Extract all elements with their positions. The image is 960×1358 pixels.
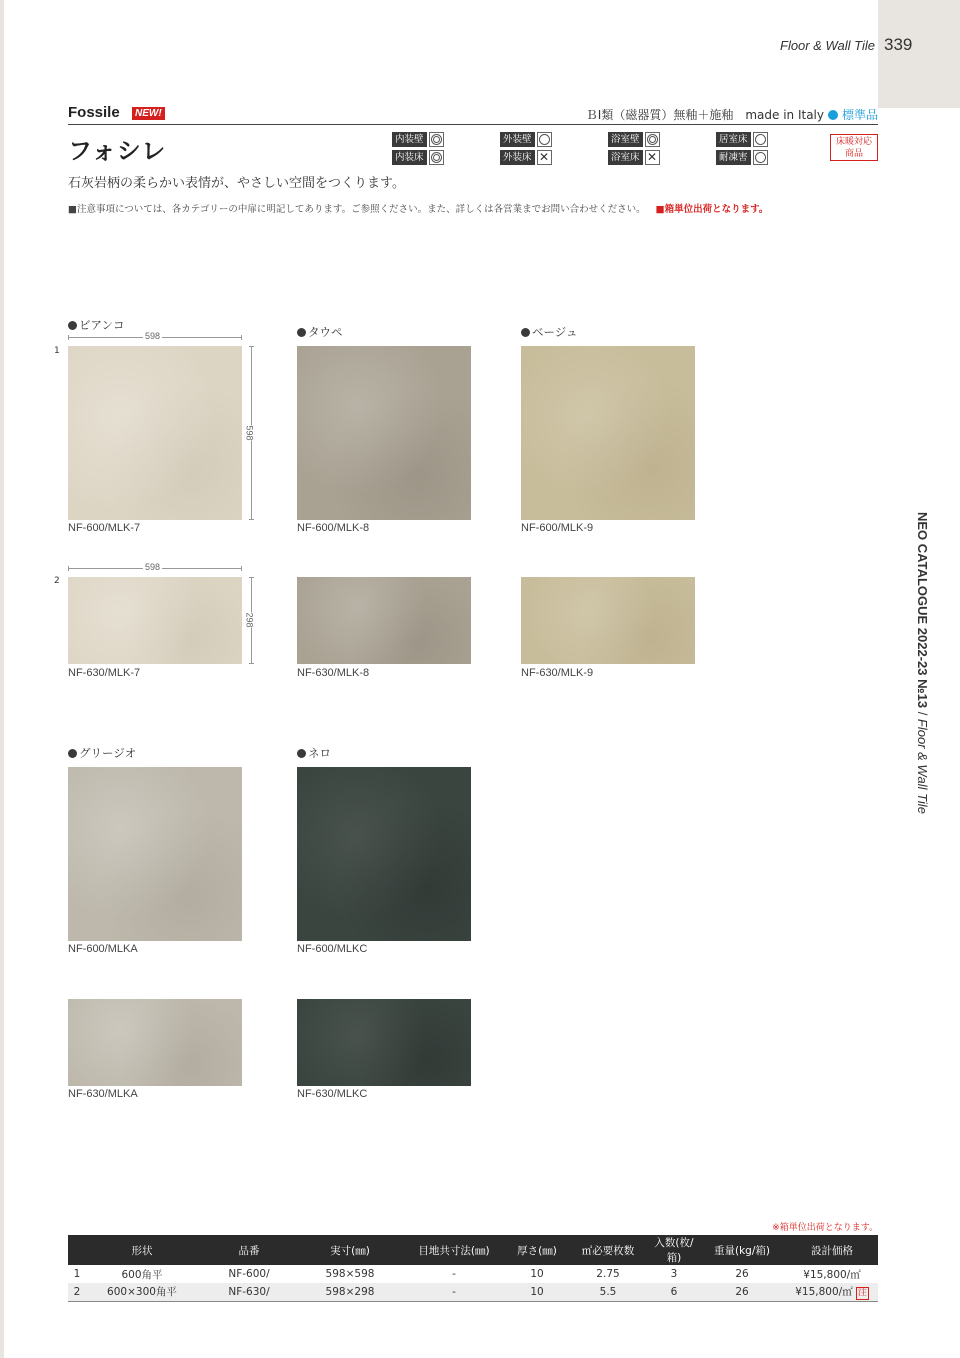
table-cell: 2.75 (596, 1268, 620, 1280)
usage-label: 浴室床 (608, 150, 643, 165)
table-cell: 6 (650, 1283, 698, 1301)
dim-tick (241, 335, 242, 340)
side-title-bold: NEO CATALOGUE 2022-23 №13 (915, 512, 930, 709)
color-name-taupe (297, 324, 343, 340)
tile-swatch-grigio-600 (68, 767, 242, 941)
color-label: ビアンコ (79, 318, 125, 332)
table-row (68, 1283, 878, 1301)
dim-tick (249, 519, 254, 520)
page-number: 339 (884, 35, 913, 54)
table-cell: 600角平 (121, 1268, 163, 1281)
usage-label: 内装壁 (392, 132, 427, 147)
spec-text: ＢⅠ類（磁器質）無釉＋施釉 made in Italy (585, 108, 824, 122)
table-cell: 26 (698, 1283, 786, 1301)
table-header: 入数(枚/箱) (650, 1235, 698, 1265)
product-code: NF-600/MLK-7 (68, 522, 141, 534)
usage-label: 外装床 (500, 150, 535, 165)
circle-icon (753, 150, 768, 165)
table-cell: ¥15,800/㎡ (803, 1268, 861, 1281)
product-code: NF-630/MLK-9 (521, 667, 594, 679)
usage-item (608, 131, 716, 147)
usage-item (716, 149, 824, 165)
table-header: 厚さ(㎜) (508, 1235, 566, 1265)
left-edge-strip (0, 0, 4, 1358)
product-code: NF-600/MLKC (297, 943, 368, 955)
row-number-1: 1 (54, 346, 60, 356)
tile-swatch-nero-630 (297, 999, 471, 1086)
header-divider (68, 124, 878, 125)
usage-item (500, 149, 608, 165)
tile-swatch-bianco-600 (68, 346, 242, 520)
product-code: NF-630/MLK-7 (68, 667, 141, 679)
dim-tick (249, 577, 254, 578)
color-name-beige (521, 324, 578, 340)
spec-table (68, 1235, 878, 1302)
table-header: ㎡必要枚数 (566, 1235, 650, 1265)
table-cell: 26 (735, 1268, 749, 1280)
floor-heating-line2: 商品 (844, 149, 863, 159)
usage-item (392, 131, 500, 147)
tile-swatch-beige-630 (521, 577, 695, 664)
dim-tick (249, 663, 254, 664)
bullet-icon (68, 321, 77, 330)
price-text: ¥15,800/㎡ (795, 1285, 853, 1298)
tile-swatch-nero-600 (297, 767, 471, 941)
notice-red: ■箱単位出荷となります。 (655, 204, 769, 215)
table-header (68, 1235, 86, 1265)
cross-icon: ✕ (645, 150, 660, 165)
color-label: グリージオ (79, 746, 137, 760)
usage-grid (392, 131, 824, 165)
usage-label: 居室床 (716, 132, 751, 147)
color-name-grigio (68, 745, 136, 761)
series-name-jp: フォシレ (68, 137, 167, 165)
notice-text: ■注意事項については、各カテゴリーの中扉に明記してあります。ご参照ください。また、詳しくは各営業までお問い合わせください。 (68, 204, 646, 215)
usage-label: 外装壁 (500, 132, 535, 147)
product-code: NF-600/MLKA (68, 943, 138, 955)
series-name-en: Fossile (68, 104, 120, 121)
table-header: 形状 (86, 1235, 198, 1265)
table-lot-note: ※箱単位出荷となります。 (772, 1223, 878, 1233)
tile-swatch-grigio-630 (68, 999, 242, 1086)
table-cell: 10 (508, 1283, 566, 1301)
product-code: NF-600/MLK-9 (521, 522, 594, 534)
row-number-2: 2 (54, 576, 60, 586)
new-badge: NEW! (132, 107, 165, 120)
color-name-bianco (68, 317, 125, 333)
product-code: NF-630/MLKA (68, 1088, 138, 1100)
dim-height-label-rect: 298 (244, 612, 255, 628)
dim-tick (241, 566, 242, 571)
color-label: ベージュ (532, 325, 578, 339)
table-cell: 600×300角平 (86, 1283, 198, 1301)
note-badge: 注 (857, 1287, 867, 1298)
side-title-italic: Floor & Wall Tile (915, 718, 930, 814)
tile-swatch-bianco-630 (68, 577, 242, 664)
floor-heating-line1: 床暖対応 (835, 137, 872, 147)
color-name-nero (297, 745, 331, 761)
table-cell: 3 (670, 1268, 678, 1280)
table-cell: 598×298 (300, 1283, 400, 1301)
dim-tick (68, 335, 69, 340)
bullet-icon (297, 328, 306, 337)
table-header: 重量(kg/箱) (698, 1235, 786, 1265)
double-circle-icon (429, 150, 444, 165)
double-circle-icon (429, 132, 444, 147)
cross-icon: ✕ (537, 150, 552, 165)
tagline: 石灰岩柄の柔らかい表情が、やさしい空間をつくります。 (68, 176, 405, 191)
color-label: ネロ (308, 746, 331, 760)
usage-label: 内装床 (392, 150, 427, 165)
table-cell: - (452, 1268, 456, 1280)
dim-height-label: 598 (244, 425, 255, 441)
table-cell: 5.5 (566, 1283, 650, 1301)
product-code: NF-630/MLKC (297, 1088, 368, 1100)
circle-icon (753, 132, 768, 147)
table-cell-price (786, 1283, 878, 1301)
usage-item (716, 131, 824, 147)
bullet-icon (521, 328, 530, 337)
catalogue-side-title (915, 512, 930, 814)
usage-item (608, 149, 716, 165)
dim-width-label-rect: 598 (145, 562, 161, 572)
bullet-icon (68, 749, 77, 758)
table-cell: 598×598 (325, 1268, 375, 1280)
standard-dot-icon (828, 110, 838, 120)
table-cell: - (400, 1283, 508, 1301)
table-header: 設計価格 (786, 1235, 878, 1265)
product-code: NF-630/MLK-8 (297, 667, 370, 679)
standard-label: 標準品 (841, 108, 878, 122)
running-head: Floor & Wall Tile (780, 38, 875, 53)
tile-swatch-taupe-600 (297, 346, 471, 520)
table-header: 目地共寸法(㎜) (400, 1235, 508, 1265)
floor-heating-badge (830, 134, 878, 161)
usage-item (392, 149, 500, 165)
table-header-row (68, 1235, 878, 1265)
spec-line (586, 106, 878, 123)
bullet-icon (297, 749, 306, 758)
tile-swatch-beige-600 (521, 346, 695, 520)
usage-item (500, 131, 608, 147)
side-title-sep: / (915, 708, 930, 719)
usage-label: 浴室壁 (608, 132, 643, 147)
table-cell: NF-630/ (198, 1283, 300, 1301)
table-cell: NF-600/ (228, 1268, 270, 1280)
dim-tick (68, 566, 69, 571)
table-cell: 10 (530, 1268, 544, 1280)
table-cell: 1 (73, 1268, 81, 1280)
double-circle-icon (645, 132, 660, 147)
table-header: 品番 (198, 1235, 300, 1265)
table-header: 実寸(㎜) (300, 1235, 400, 1265)
dim-tick (249, 346, 254, 347)
color-label: タウペ (308, 325, 343, 339)
usage-label: 耐凍害 (716, 150, 751, 165)
notice (68, 201, 768, 215)
tile-swatch-taupe-630 (297, 577, 471, 664)
circle-icon (537, 132, 552, 147)
table-cell: 2 (68, 1283, 86, 1301)
dim-width-label: 598 (145, 331, 161, 341)
table-row (68, 1265, 878, 1283)
product-code: NF-600/MLK-8 (297, 522, 370, 534)
